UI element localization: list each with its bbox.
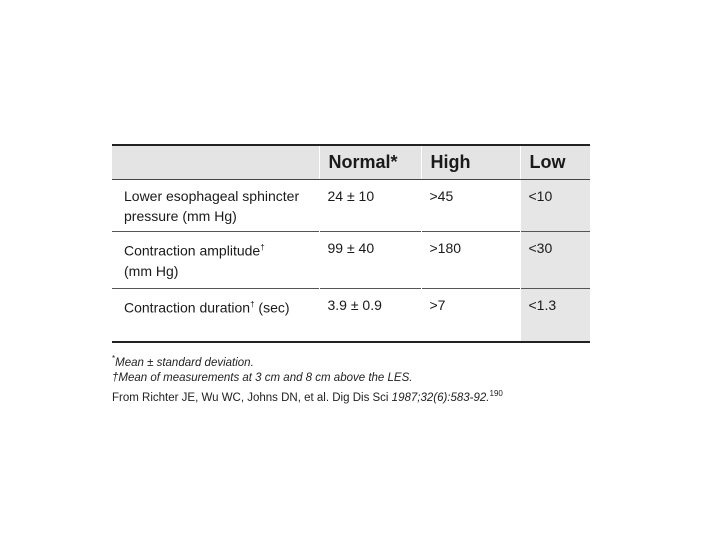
row-label-line2: (mm Hg) — [124, 262, 179, 279]
table-row — [112, 232, 590, 289]
cell-high: >180 — [421, 232, 520, 289]
cell-low: <30 — [520, 232, 590, 289]
cell-low: <10 — [520, 180, 590, 232]
row-label-suffix: (sec) — [254, 299, 290, 316]
cell-normal: 3.9 ± 0.9 — [319, 289, 421, 341]
footnote-3 — [112, 386, 612, 406]
footnote-1 — [112, 351, 612, 371]
header-low: Low — [520, 146, 590, 180]
footnote-1-text: Mean ± standard deviation. — [115, 356, 254, 369]
cell-high: >45 — [421, 180, 520, 232]
row-label-line1: Contraction amplitude — [124, 242, 261, 259]
footnotes — [112, 351, 612, 406]
dagger-mark: † — [250, 300, 255, 309]
header-row — [112, 146, 590, 180]
asterisk-mark: * — [112, 354, 116, 363]
row-label — [112, 289, 319, 341]
reference-number: 190 — [489, 388, 503, 398]
footnote-2: †Mean of measurements at 3 cm and 8 cm above the LES. — [112, 371, 413, 384]
footnote-3-plain: From Richter JE, Wu WC, Johns DN, et al. Dig Dis Sci — [112, 391, 389, 404]
row-label — [112, 180, 319, 232]
table-row — [112, 180, 590, 232]
row-label-line1: Lower esophageal sphincter — [124, 188, 300, 204]
header-blank — [112, 146, 319, 180]
footnote-3-italic: 1987;32(6):583-92. — [388, 391, 490, 404]
cell-normal: 99 ± 40 — [319, 232, 421, 289]
data-table — [112, 146, 590, 341]
row-label-line2: pressure (mm Hg) — [124, 208, 237, 224]
row-label-line1: Contraction duration — [124, 299, 251, 316]
cell-normal: 24 ± 10 — [319, 180, 421, 232]
header-high: High — [421, 146, 520, 180]
table-row — [112, 289, 590, 341]
cell-low: <1.3 — [520, 289, 590, 341]
header-normal: Normal* — [319, 146, 421, 180]
manometry-table — [112, 144, 590, 343]
row-label — [112, 232, 319, 289]
cell-high: >7 — [421, 289, 520, 341]
dagger-mark: † — [260, 243, 265, 252]
